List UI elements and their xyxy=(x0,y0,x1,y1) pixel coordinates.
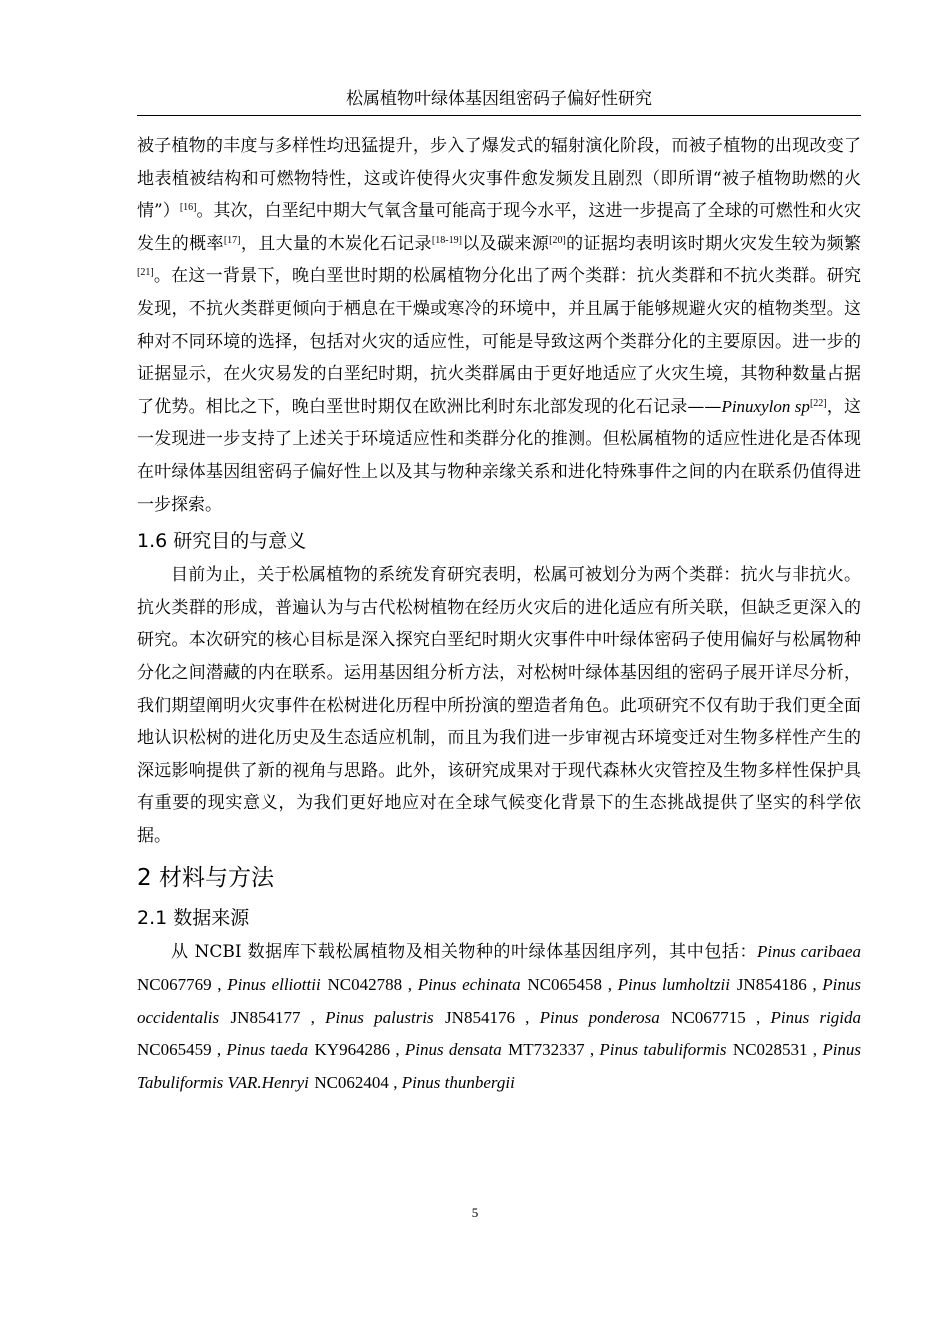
accession-number: NC065458 xyxy=(527,975,603,995)
text-segment: 。其次，白垩纪中期大气氧含量可能高于现今水平，这进一步提高了全球的可燃性和火灾发生的概率 xyxy=(137,201,861,254)
species-name: Pinus tabuliformis xyxy=(599,1040,727,1060)
list-separator: , xyxy=(806,975,823,995)
citation-ref: [16] xyxy=(179,202,197,214)
list-separator: , xyxy=(584,1040,600,1060)
citation-ref: [18-19] xyxy=(431,234,462,246)
species-name: Pinus caribaea xyxy=(757,942,862,962)
species-name: Pinus rigida xyxy=(770,1007,862,1027)
chapter-heading-2: 2 材料与方法 xyxy=(137,865,274,892)
species-name: Pinus densata xyxy=(404,1040,502,1060)
list-separator: , xyxy=(388,1072,402,1092)
list-separator: , xyxy=(211,975,228,995)
species-name: Pinus elliottii xyxy=(227,975,321,995)
list-separator: , xyxy=(602,975,618,995)
accession-number: JN854177 xyxy=(230,1007,301,1027)
species-name: Pinus echinata xyxy=(417,975,521,995)
accession-number: NC067769 xyxy=(137,975,212,995)
page-body xyxy=(137,130,861,1099)
text-segment: 。在这一背景下，晚白垩世时期的松属植物分化出了两个类群：抗火类群和不抗火类群。研究发现，不抗火类群更倾向于栖息在干燥或寒冷的环境中，并且属于能够规避火灾的植物类型。这种对不同环境的选择，包括对火灾的适应性，可能是导致这两个类群分化的主要原因。进一步的证据显示，在火灾易发的白垩纪时期，抗火类群属由于更好地适应了火灾生境，其物种数量占据了优势。相比之下，晚白垩世时期仅在欧洲比利时东北部发现的化石记录—— xyxy=(137,266,861,417)
text-segment: 被子植物的丰度与多样性均迅猛提升，步入了爆发式的辐射演化阶段，而被子植物的出现改变了地表植被结构和可燃物特性，这或许使得火灾事件愈发频发且剧烈（即所谓“被子植物助燃的火情”） xyxy=(137,136,861,222)
list-separator: , xyxy=(514,1007,540,1027)
list-separator: , xyxy=(390,1040,405,1060)
citation-ref: [17] xyxy=(223,234,241,246)
species-name: Pinus occidentalis xyxy=(137,975,862,1027)
accession-number: NC028531 xyxy=(732,1040,808,1060)
text-segment: 的证据均表明该时期火灾发生较为频繁 xyxy=(565,233,862,254)
species-name: Pinus palustris xyxy=(325,1007,434,1027)
text-segment: ，这一发现进一步支持了上述关于环境适应性和类群分化的推测。但松属植物的适应性进化是否体现在叶绿体基因组密码子偏好性上以及其与物种亲缘关系和进化特殊事件之间的内在联系仍值得进一步探索。 xyxy=(137,396,862,515)
page-number: 5 xyxy=(471,1205,479,1220)
paragraph-data-source xyxy=(137,936,861,1099)
running-header: 松属植物叶绿体基因组密码子偏好性研究 xyxy=(346,89,652,109)
accession-number: NC062404 xyxy=(314,1072,389,1092)
accession-number: KY964286 xyxy=(314,1040,391,1060)
accession-number: JN854176 xyxy=(445,1007,515,1027)
citation-ref: [20] xyxy=(549,234,566,246)
section-heading-1-6: 1.6 研究目的与意义 xyxy=(137,530,307,553)
text-segment: 从 NCBI 数据库下载松属植物及相关物种的叶绿体基因组序列，其中包括： xyxy=(171,942,758,963)
species-name: Pinus Tabuliformis VAR.Henryi xyxy=(137,1040,862,1092)
accession-number: NC067715 xyxy=(671,1007,746,1027)
text-segment: ，且大量的木炭化石记录 xyxy=(240,233,432,254)
species-name: Pinus thunbergii xyxy=(401,1072,515,1092)
list-separator: , xyxy=(211,1040,227,1060)
list-separator: , xyxy=(300,1007,326,1027)
species-name: Pinus ponderosa xyxy=(539,1007,660,1027)
text-segment: 以及碳来源 xyxy=(461,233,550,254)
species-name: Pinus taeda xyxy=(226,1040,309,1060)
species-name: Pinus lumholtzii xyxy=(617,975,730,995)
paragraph-research-purpose: 目前为止，关于松属植物的系统发育研究表明，松属可被划分为两个类群：抗火与非抗火。抗火类群的形成，普遍认为与古代松树植物在经历火灾后的进化适应有所关联，但缺乏更深入的研究。本次研究的核心目标是深入探究白垩纪时期火灾事件中叶绿体密码子使用偏好与松属物种分化之间潜藏的内在联系。运用基因组分析方法，对松树叶绿体基因组的密码子展开详尽分析，我们期望阐明火灾事件在松树进化历程中所扮演的塑造者角色。此项研究不仅有助于我们更全面地认识松树的进化历史及生态适应机制，而且为我们进一步审视古环境变迁对生物多样性产生的深远影响提供了新的视角与思路。此外，该研究成果对于现代森林火灾管控及生物多样性保护具有重要的现实意义，为我们更好地应对在全球气候变化背景下的生态挑战提供了坚实的科学依据。 xyxy=(137,565,861,846)
section-heading-2-1: 2.1 数据来源 xyxy=(137,907,250,930)
species-name: Pinuxylon sp xyxy=(721,396,810,416)
accession-number: NC042788 xyxy=(327,975,403,995)
accession-number: MT732337 xyxy=(508,1040,585,1060)
header-rule xyxy=(137,115,861,116)
accession-number: NC065459 xyxy=(137,1040,212,1060)
list-separator: , xyxy=(402,975,418,995)
accession-number: JN854186 xyxy=(736,975,807,995)
citation-ref: [22] xyxy=(809,397,827,409)
list-separator: , xyxy=(745,1007,771,1027)
citation-ref: [21] xyxy=(137,267,154,279)
list-separator: , xyxy=(807,1040,823,1060)
paragraph-fire-history xyxy=(137,130,861,521)
